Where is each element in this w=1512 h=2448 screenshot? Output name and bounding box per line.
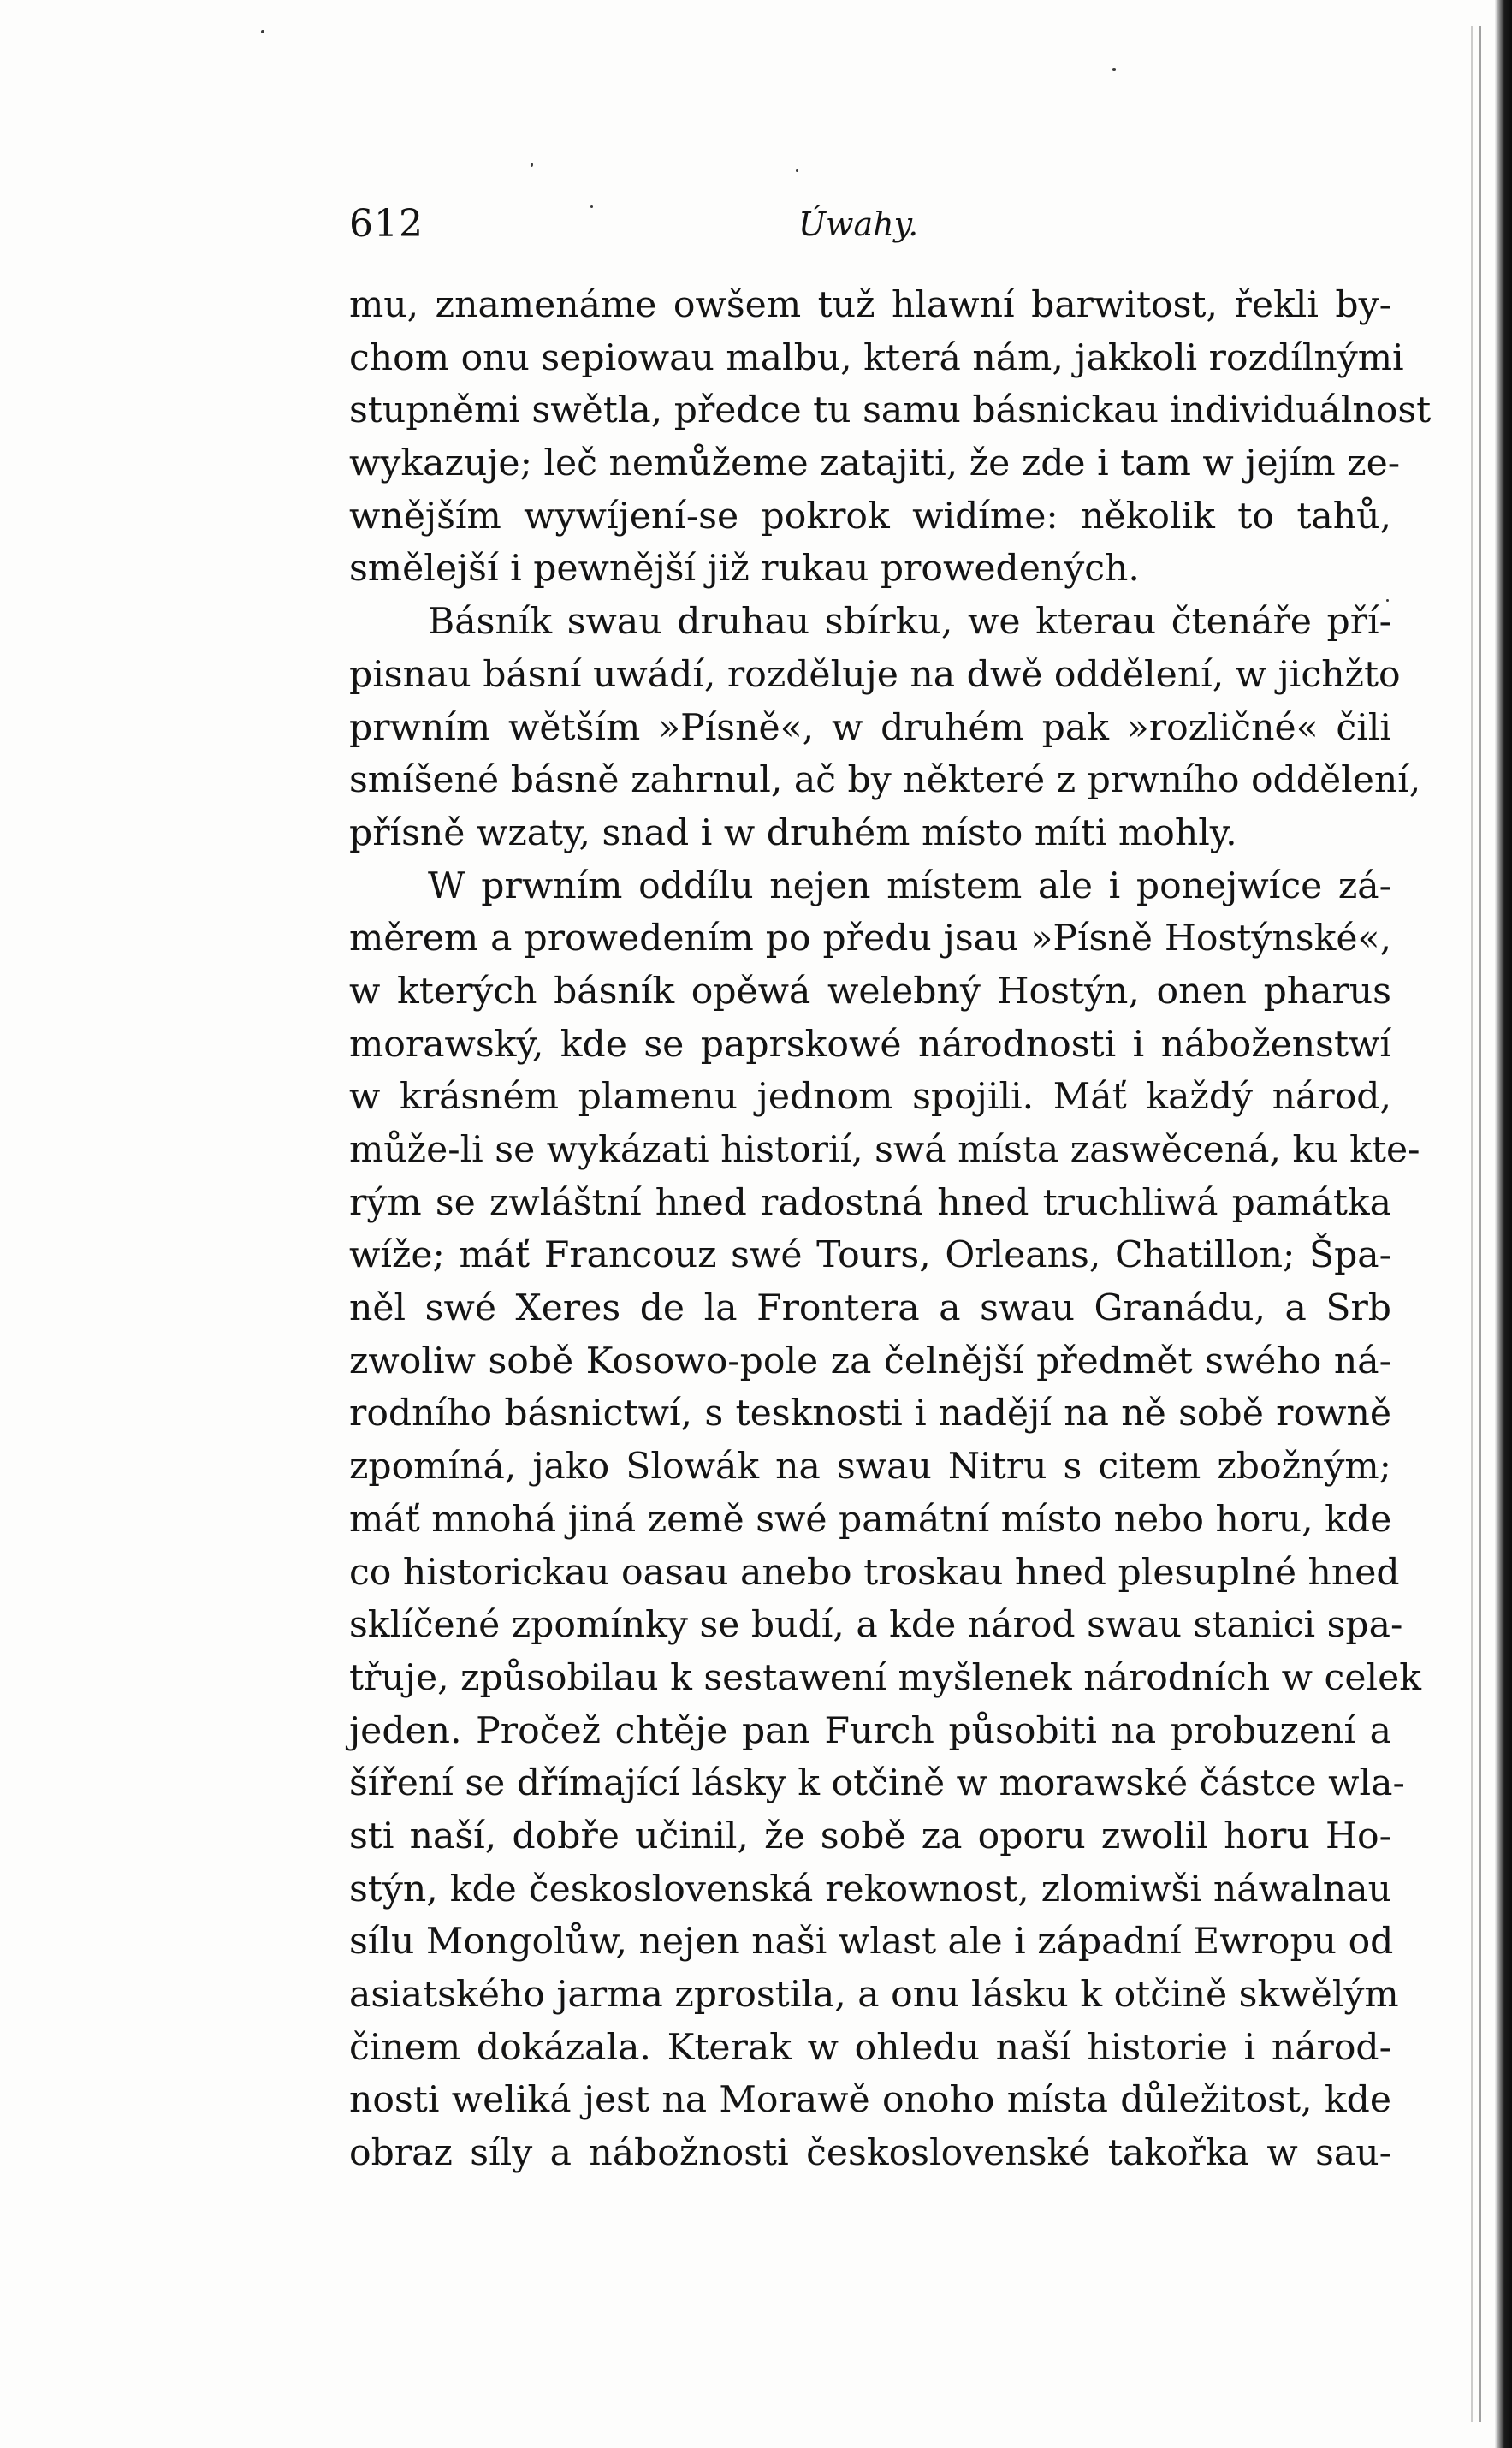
page-edge-line: [1471, 26, 1473, 2422]
page-number: 612: [349, 202, 424, 246]
page-header: [349, 202, 1391, 253]
text-line: sti naší, dobře učinil, že sobě za oporu zwolil horu Ho-: [349, 1815, 1391, 1857]
text-line: může-li se wykázati historií, swá místa zaswěcená, ku kte-: [349, 1129, 1420, 1171]
paper-speck: [261, 30, 264, 33]
text-line: činem dokázala. Kterak w ohledu naší historie i národ-: [349, 2026, 1391, 2069]
text-line: sílu Mongolůw, nejen naši wlast ale i západní Ewropu od: [349, 1921, 1394, 1964]
text-line: měrem a prowedením po předu jsau »Písně Hostýnské«,: [349, 918, 1391, 960]
text-line: přísně wzaty, snad i w druhém místo míti mohly.: [349, 811, 1237, 854]
text-line: sklíčené zpomínky se budí, a kde národ swau stanici spa-: [349, 1604, 1403, 1647]
text-line: wnějším wywíjení-se pokrok widíme: několik to tahů,: [349, 495, 1391, 538]
text-line: wykazuje; leč nemůžeme zatajiti, že zde i tam w jejím ze-: [349, 443, 1401, 485]
text-line: třuje, způsobilau k sestawení myšlenek národních w celek: [349, 1656, 1422, 1699]
text-line: stupněmi swětla, předce tu samu básnickau individuálnost: [349, 389, 1432, 432]
text-line: mu, znamenáme owšem tuž hlawní barwitost, řekli by-: [349, 284, 1391, 326]
text-line: asiatského jarma zprostila, a onu lásku k otčině skwělým: [349, 1974, 1399, 2016]
text-line: rým se zwláštní hned radostná hned truchliwá památka: [349, 1181, 1391, 1224]
text-line: prwním wětším »Písně«, w druhém pak »rozličné« čili: [349, 706, 1391, 749]
text-line: co historickau oasau anebo troskau hned plesuplné hned: [349, 1551, 1400, 1594]
text-line: něl swé Xeres de la Frontera a swau Granádu, a Srb: [349, 1287, 1391, 1330]
text-line: obraz síly a nábožnosti československé takořka w sau-: [349, 2132, 1391, 2175]
text-line: smíšené básně zahrnul, ač by některé z prwního oddělení,: [349, 759, 1421, 802]
text-line: smělejší i pewnější již rukau prowedených.: [349, 548, 1140, 591]
text-line: jeden. Pročež chtěje pan Furch působiti na probuzení a: [349, 1709, 1391, 1752]
text-line: zpomíná, jako Slowák na swau Nitru s citem zbožným;: [349, 1446, 1391, 1488]
body-text: [349, 279, 1432, 2180]
text-line: w krásném plamenu jednom spojili. Máť každý národ,: [349, 1076, 1391, 1119]
text-line: máť mnohá jiná země swé památní místo nebo horu, kde: [349, 1498, 1392, 1541]
text-line: šíření se dřímající lásky k otčině w morawské částce wla-: [349, 1762, 1405, 1805]
page-edge-line: [1479, 26, 1481, 2422]
text-line: pisnau básní uwádí, rozděluje na dwě oddělení, w jichžto: [349, 653, 1401, 696]
text-line: W prwním oddílu nejen místem ale i ponejwíce zá-: [428, 865, 1391, 907]
text-line: zwoliw sobě Kosowo-pole za čelnější předmět swého ná-: [349, 1340, 1391, 1382]
text-line: stýn, kde československá rekownost, zlomiwši náwalnau: [349, 1868, 1391, 1910]
text-line: nosti weliká jest na Morawě onoho místa důležitost, kde: [349, 2079, 1391, 2122]
text-line: w kterých básník opěwá welebný Hostýn, onen pharus: [349, 970, 1391, 1013]
page-edge-shadow: [1495, 0, 1512, 2448]
paper-speck: [1112, 68, 1116, 71]
paper-speck: [796, 169, 798, 172]
text-line: Básník swau druhau sbírku, we kterau čtenáře pří-: [428, 601, 1391, 644]
text-line: rodního básnictwí, s tesknosti i nadějí na ně sobě rowně: [349, 1393, 1391, 1435]
paper-speck: [531, 163, 533, 167]
running-title: Úwahy.: [798, 205, 919, 243]
text-line: morawský, kde se paprskowé národnosti i náboženstwí: [349, 1023, 1391, 1066]
text-line: chom onu sepiowau malbu, která nám, jakkoli rozdílnými: [349, 336, 1404, 379]
text-line: wíže; máť Francouz swé Tours, Orleans, Chatillon; Špa-: [349, 1234, 1391, 1277]
